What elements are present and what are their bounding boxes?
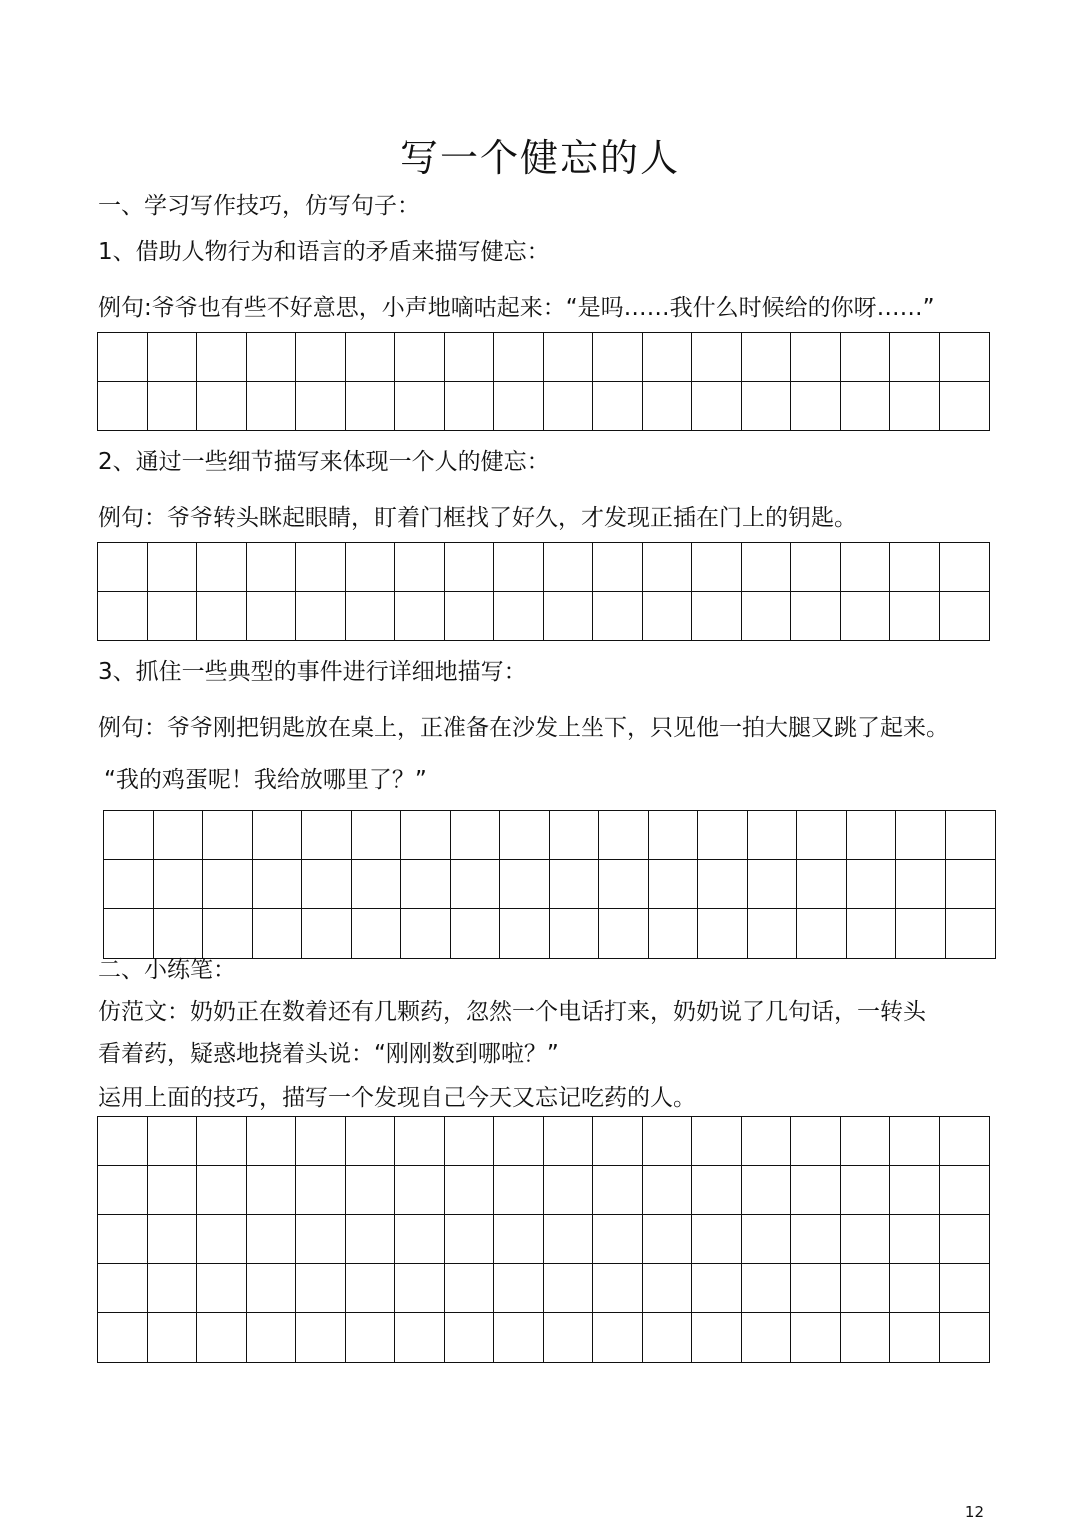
grid-cell[interactable]: [148, 543, 198, 592]
grid-cell[interactable]: [896, 811, 946, 860]
grid-cell[interactable]: [494, 1264, 544, 1313]
grid-cell[interactable]: [494, 592, 544, 641]
grid-cell[interactable]: [154, 860, 204, 909]
grid-cell[interactable]: [593, 333, 643, 382]
grid-cell[interactable]: [296, 1313, 346, 1362]
grid-cell[interactable]: [649, 860, 699, 909]
grid-cell[interactable]: [500, 860, 550, 909]
item1-heading: 1、借助人物行为和语言的矛盾来描写健忘：: [98, 239, 550, 265]
grid-cell[interactable]: [445, 592, 495, 641]
grid-cell[interactable]: [544, 1117, 594, 1166]
grid-cell[interactable]: [296, 592, 346, 641]
grid-cell[interactable]: [544, 1313, 594, 1362]
grid-cell[interactable]: [445, 1264, 495, 1313]
grid-cell[interactable]: [494, 1117, 544, 1166]
grid-cell[interactable]: [451, 860, 501, 909]
grid-cell[interactable]: [742, 1264, 792, 1313]
grid-cell[interactable]: [247, 1166, 297, 1215]
grid-cell[interactable]: [698, 909, 748, 958]
grid-cell[interactable]: [395, 382, 445, 431]
grid-cell[interactable]: [940, 1215, 990, 1264]
grid-cell[interactable]: [247, 1264, 297, 1313]
grid-cell[interactable]: [896, 909, 946, 958]
grid-cell[interactable]: [940, 1166, 990, 1215]
grid-cell[interactable]: [247, 333, 297, 382]
grid-cell[interactable]: [148, 1264, 198, 1313]
grid-cell[interactable]: [346, 1117, 396, 1166]
grid-cell[interactable]: [197, 1215, 247, 1264]
grid-cell[interactable]: [841, 1215, 891, 1264]
grid-cell[interactable]: [395, 543, 445, 592]
grid-cell[interactable]: [395, 1215, 445, 1264]
grid-cell[interactable]: [148, 1117, 198, 1166]
grid-cell[interactable]: [544, 333, 594, 382]
grid-cell[interactable]: [148, 1215, 198, 1264]
grid-cell[interactable]: [98, 382, 148, 431]
grid-cell[interactable]: [352, 909, 402, 958]
grid-cell[interactable]: [346, 543, 396, 592]
grid-cell[interactable]: [946, 811, 996, 860]
model-text-line1: 仿范文：奶奶正在数着还有几颗药，忽然一个电话打来，奶奶说了几句话，一转头: [98, 999, 926, 1025]
grid-cell[interactable]: [253, 860, 303, 909]
grid-cell[interactable]: [643, 382, 693, 431]
grid-cell[interactable]: [748, 811, 798, 860]
grid-cell[interactable]: [643, 1215, 693, 1264]
grid-cell[interactable]: [593, 1215, 643, 1264]
grid-cell[interactable]: [748, 860, 798, 909]
grid-cell[interactable]: [197, 543, 247, 592]
grid-cell[interactable]: [692, 1166, 742, 1215]
grid-cell[interactable]: [692, 543, 742, 592]
grid-cell[interactable]: [791, 592, 841, 641]
grid-cell[interactable]: [643, 543, 693, 592]
grid-cell[interactable]: [890, 1117, 940, 1166]
grid-cell[interactable]: [302, 909, 352, 958]
grid-cell[interactable]: [940, 592, 990, 641]
grid-cell[interactable]: [593, 543, 643, 592]
grid-cell[interactable]: [742, 1117, 792, 1166]
writing-grid-1[interactable]: [97, 332, 990, 431]
grid-cell[interactable]: [98, 333, 148, 382]
grid-cell[interactable]: [940, 1117, 990, 1166]
grid-cell[interactable]: [791, 1117, 841, 1166]
grid-cell[interactable]: [445, 1166, 495, 1215]
grid-cell[interactable]: [692, 592, 742, 641]
grid-cell[interactable]: [544, 382, 594, 431]
grid-cell[interactable]: [544, 1264, 594, 1313]
grid-cell[interactable]: [494, 1313, 544, 1362]
grid-cell[interactable]: [791, 1313, 841, 1362]
grid-cell[interactable]: [940, 1264, 990, 1313]
grid-cell[interactable]: [946, 860, 996, 909]
grid-cell[interactable]: [98, 1313, 148, 1362]
grid-cell[interactable]: [296, 382, 346, 431]
grid-cell[interactable]: [841, 1166, 891, 1215]
grid-cell[interactable]: [98, 543, 148, 592]
grid-cell[interactable]: [791, 1215, 841, 1264]
grid-cell[interactable]: [247, 543, 297, 592]
grid-cell[interactable]: [247, 1117, 297, 1166]
grid-cell[interactable]: [148, 333, 198, 382]
grid-cell[interactable]: [445, 382, 495, 431]
grid-cell[interactable]: [395, 1117, 445, 1166]
grid-cell[interactable]: [445, 1117, 495, 1166]
grid-cell[interactable]: [742, 382, 792, 431]
grid-cell[interactable]: [346, 1215, 396, 1264]
grid-cell[interactable]: [643, 333, 693, 382]
grid-cell[interactable]: [197, 333, 247, 382]
page-title: 写一个健忘的人: [399, 136, 680, 180]
grid-cell[interactable]: [104, 811, 154, 860]
grid-cell[interactable]: [791, 1166, 841, 1215]
grid-cell[interactable]: [742, 1166, 792, 1215]
grid-cell[interactable]: [352, 811, 402, 860]
grid-cell[interactable]: [401, 860, 451, 909]
grid-cell[interactable]: [197, 382, 247, 431]
grid-cell[interactable]: [346, 1264, 396, 1313]
grid-cell[interactable]: [253, 811, 303, 860]
item3-example: 例句：爷爷刚把钥匙放在桌上，正准备在沙发上坐下，只见他一拍大腿又跳了起来。: [98, 715, 949, 741]
grid-cell[interactable]: [599, 811, 649, 860]
item3-heading: 3、抓住一些典型的事件进行详细地描写：: [98, 659, 527, 685]
grid-cell[interactable]: [352, 860, 402, 909]
writing-grid-3[interactable]: [103, 810, 996, 959]
grid-cell[interactable]: [940, 1313, 990, 1362]
grid-cell[interactable]: [692, 1313, 742, 1362]
grid-cell[interactable]: [797, 860, 847, 909]
grid-cell[interactable]: [247, 1313, 297, 1362]
grid-cell[interactable]: [98, 1166, 148, 1215]
grid-cell[interactable]: [841, 543, 891, 592]
grid-cell[interactable]: [890, 543, 940, 592]
item1-example: 例句:爷爷也有些不好意思，小声地嘀咕起来：“是吗……我什么时候给的你呀……”: [98, 295, 935, 321]
grid-cell[interactable]: [346, 382, 396, 431]
grid-cell[interactable]: [296, 333, 346, 382]
grid-cell[interactable]: [841, 1313, 891, 1362]
grid-cell[interactable]: [148, 382, 198, 431]
grid-cell[interactable]: [247, 382, 297, 431]
grid-cell[interactable]: [890, 592, 940, 641]
grid-cell[interactable]: [98, 1215, 148, 1264]
grid-cell[interactable]: [643, 592, 693, 641]
grid-cell[interactable]: [742, 543, 792, 592]
grid-cell[interactable]: [148, 592, 198, 641]
grid-cell[interactable]: [550, 860, 600, 909]
grid-cell[interactable]: [847, 811, 897, 860]
grid-cell[interactable]: [154, 909, 204, 958]
grid-cell[interactable]: [197, 592, 247, 641]
item2-example: 例句：爷爷转头眯起眼睛，盯着门框找了好久，才发现正插在门上的钥匙。: [98, 505, 857, 531]
grid-cell[interactable]: [401, 811, 451, 860]
grid-cell[interactable]: [247, 1215, 297, 1264]
grid-cell[interactable]: [395, 592, 445, 641]
section2-heading: 二、小练笔：: [98, 957, 236, 983]
grid-cell[interactable]: [197, 1166, 247, 1215]
grid-cell[interactable]: [791, 382, 841, 431]
grid-cell[interactable]: [890, 333, 940, 382]
grid-cell[interactable]: [494, 333, 544, 382]
grid-cell[interactable]: [296, 1215, 346, 1264]
grid-cell[interactable]: [98, 1117, 148, 1166]
grid-cell[interactable]: [890, 1215, 940, 1264]
grid-cell[interactable]: [748, 909, 798, 958]
grid-cell[interactable]: [346, 1166, 396, 1215]
grid-cell[interactable]: [247, 592, 297, 641]
grid-cell[interactable]: [544, 1166, 594, 1215]
grid-cell[interactable]: [544, 592, 594, 641]
grid-cell[interactable]: [445, 333, 495, 382]
grid-cell[interactable]: [847, 860, 897, 909]
grid-cell[interactable]: [841, 1264, 891, 1313]
grid-cell[interactable]: [197, 1313, 247, 1362]
grid-cell[interactable]: [643, 1313, 693, 1362]
item2-heading: 2、通过一些细节描写来体现一个人的健忘：: [98, 449, 550, 475]
grid-cell[interactable]: [346, 592, 396, 641]
grid-cell[interactable]: [395, 1313, 445, 1362]
grid-cell[interactable]: [98, 1264, 148, 1313]
grid-cell[interactable]: [692, 1117, 742, 1166]
grid-cell[interactable]: [599, 909, 649, 958]
grid-cell[interactable]: [742, 1313, 792, 1362]
grid-cell[interactable]: [451, 811, 501, 860]
grid-cell[interactable]: [494, 1166, 544, 1215]
grid-cell[interactable]: [890, 1166, 940, 1215]
grid-cell[interactable]: [692, 333, 742, 382]
grid-cell[interactable]: [643, 1264, 693, 1313]
grid-cell[interactable]: [890, 1313, 940, 1362]
writing-grid-2[interactable]: [97, 542, 990, 641]
grid-cell[interactable]: [593, 382, 643, 431]
grid-cell[interactable]: [550, 811, 600, 860]
grid-cell[interactable]: [692, 1264, 742, 1313]
grid-cell[interactable]: [104, 860, 154, 909]
page-number: 12: [964, 1503, 984, 1521]
grid-cell[interactable]: [98, 592, 148, 641]
grid-cell[interactable]: [302, 860, 352, 909]
grid-cell[interactable]: [401, 909, 451, 958]
grid-cell[interactable]: [890, 1264, 940, 1313]
grid-cell[interactable]: [698, 860, 748, 909]
grid-cell[interactable]: [599, 860, 649, 909]
grid-cell[interactable]: [791, 333, 841, 382]
grid-cell[interactable]: [203, 811, 253, 860]
grid-cell[interactable]: [593, 1313, 643, 1362]
grid-cell[interactable]: [154, 811, 204, 860]
grid-cell[interactable]: [797, 909, 847, 958]
grid-cell[interactable]: [203, 860, 253, 909]
grid-cell[interactable]: [104, 909, 154, 958]
grid-cell[interactable]: [841, 592, 891, 641]
section1-heading: 一、学习写作技巧，仿写句子：: [98, 193, 420, 219]
grid-cell[interactable]: [649, 811, 699, 860]
grid-cell[interactable]: [302, 811, 352, 860]
grid-cell[interactable]: [296, 1264, 346, 1313]
grid-cell[interactable]: [643, 1117, 693, 1166]
grid-cell[interactable]: [550, 909, 600, 958]
grid-cell[interactable]: [593, 1264, 643, 1313]
grid-cell[interactable]: [896, 860, 946, 909]
grid-cell[interactable]: [593, 592, 643, 641]
grid-cell[interactable]: [791, 543, 841, 592]
grid-cell[interactable]: [197, 1264, 247, 1313]
grid-cell[interactable]: [494, 543, 544, 592]
grid-cell[interactable]: [296, 543, 346, 592]
grid-cell[interactable]: [847, 909, 897, 958]
grid-cell[interactable]: [346, 333, 396, 382]
grid-cell[interactable]: [692, 382, 742, 431]
grid-cell[interactable]: [742, 592, 792, 641]
grid-cell[interactable]: [841, 333, 891, 382]
grid-cell[interactable]: [841, 1117, 891, 1166]
grid-cell[interactable]: [197, 1117, 247, 1166]
grid-cell[interactable]: [946, 909, 996, 958]
grid-cell[interactable]: [593, 1166, 643, 1215]
grid-cell[interactable]: [494, 382, 544, 431]
grid-cell[interactable]: [500, 811, 550, 860]
grid-cell[interactable]: [148, 1313, 198, 1362]
grid-cell[interactable]: [445, 1313, 495, 1362]
grid-cell[interactable]: [742, 333, 792, 382]
grid-cell[interactable]: [649, 909, 699, 958]
grid-cell[interactable]: [494, 1215, 544, 1264]
grid-cell[interactable]: [148, 1166, 198, 1215]
grid-cell[interactable]: [451, 909, 501, 958]
grid-cell[interactable]: [593, 1117, 643, 1166]
grid-cell[interactable]: [445, 543, 495, 592]
grid-cell[interactable]: [940, 543, 990, 592]
grid-cell[interactable]: [742, 1215, 792, 1264]
grid-cell[interactable]: [395, 1166, 445, 1215]
grid-cell[interactable]: [791, 1264, 841, 1313]
grid-cell[interactable]: [643, 1166, 693, 1215]
grid-cell[interactable]: [296, 1166, 346, 1215]
grid-cell[interactable]: [296, 1117, 346, 1166]
grid-cell[interactable]: [253, 909, 303, 958]
grid-cell[interactable]: [544, 543, 594, 592]
grid-cell[interactable]: [346, 1313, 396, 1362]
grid-cell[interactable]: [698, 811, 748, 860]
grid-cell[interactable]: [395, 333, 445, 382]
grid-cell[interactable]: [940, 333, 990, 382]
grid-cell[interactable]: [797, 811, 847, 860]
grid-cell[interactable]: [445, 1215, 495, 1264]
practice-task: 运用上面的技巧，描写一个发现自己今天又忘记吃药的人。: [98, 1085, 696, 1111]
model-text-line2: 看着药，疑惑地挠着头说：“刚刚数到哪啦？”: [98, 1041, 559, 1067]
writing-grid-4[interactable]: [97, 1116, 990, 1363]
grid-cell[interactable]: [940, 382, 990, 431]
grid-cell[interactable]: [692, 1215, 742, 1264]
grid-cell[interactable]: [500, 909, 550, 958]
grid-cell[interactable]: [841, 382, 891, 431]
grid-cell[interactable]: [890, 382, 940, 431]
grid-cell[interactable]: [203, 909, 253, 958]
grid-cell[interactable]: [395, 1264, 445, 1313]
item3-example-cont: “我的鸡蛋呢！我给放哪里了？”: [104, 767, 427, 793]
grid-cell[interactable]: [544, 1215, 594, 1264]
